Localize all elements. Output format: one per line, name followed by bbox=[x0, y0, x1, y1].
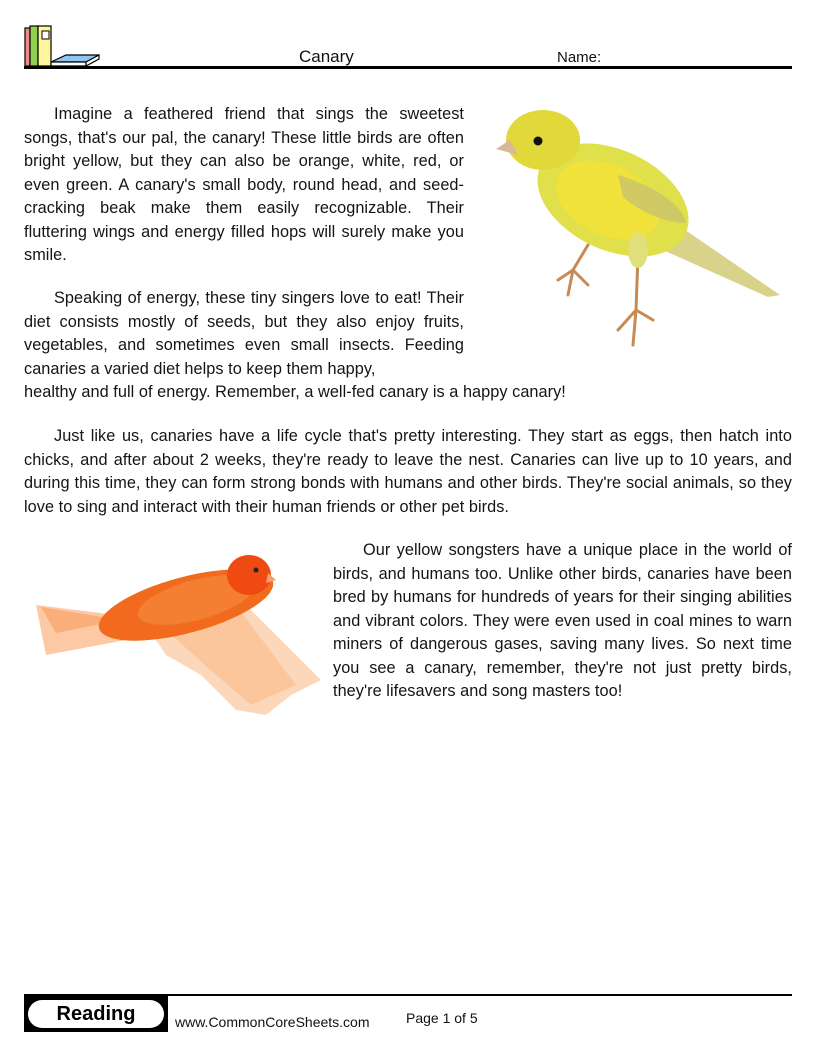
passage-paragraph-3 bbox=[24, 425, 792, 519]
passage-paragraph-2 bbox=[24, 287, 464, 381]
name-label: Name: bbox=[557, 49, 602, 66]
worksheet-title: Canary bbox=[299, 47, 354, 66]
orange-canary-image bbox=[36, 545, 321, 720]
paragraph-2-continued-text: healthy and full of energy. Remember, a well-fed canary is a happy canary! bbox=[24, 383, 566, 401]
passage-paragraph-2-continued bbox=[24, 381, 604, 405]
passage-paragraph-1 bbox=[24, 103, 464, 268]
website-link[interactable]: www.CommonCoreSheets.com bbox=[175, 1014, 370, 1030]
paragraph-4-text: Our yellow songsters have a unique place in the world of birds, and humans too. Unlike other birds, canaries have been bred by humans for hundreds of years for their singing abilities and vibrant colors. They were even used in coal mines to warn miners of dangerous gases, saving many lives. So next time you see a canary, remember, they're not just pretty birds, they're lifesavers and song masters too! bbox=[333, 541, 792, 700]
yellow-canary-image bbox=[488, 105, 780, 360]
paragraph-2-text: Speaking of energy, these tiny singers love to eat! Their diet consists mostly of seeds, but they also enjoy fruits, vegetables, and sometimes even small insects. Feeding canaries a varied diet helps to keep them happy, bbox=[24, 289, 464, 378]
subject-badge bbox=[24, 996, 168, 1032]
worksheet-footer bbox=[24, 994, 792, 1034]
subject-label: Reading bbox=[28, 1000, 164, 1028]
passage-paragraph-4 bbox=[333, 539, 792, 704]
paragraph-3-text: Just like us, canaries have a life cycle that's pretty interesting. They start as eggs, then hatch into chicks, and after about 2 weeks, they're ready to leave the nest. Canaries can live up to 10 years, and during this time, they can form strong bonds with humans and other birds. They're social animals, so they love to sing and interact with their human friends or other pet birds. bbox=[24, 427, 792, 516]
worksheet-header bbox=[24, 24, 792, 70]
header-divider bbox=[24, 66, 792, 69]
books-icon bbox=[24, 24, 104, 68]
paragraph-1-text: Imagine a feathered friend that sings the sweetest songs, that's our pal, the canary! These little birds are often bright yellow, but they can also be orange, white, red, or even green. A canary's small body, round head, and seed-cracking beak make them easily recognizable. Their fluttering wings and energy filled hops will surely make you smile. bbox=[24, 105, 464, 264]
page-indicator: Page 1 of 5 bbox=[406, 1010, 478, 1026]
